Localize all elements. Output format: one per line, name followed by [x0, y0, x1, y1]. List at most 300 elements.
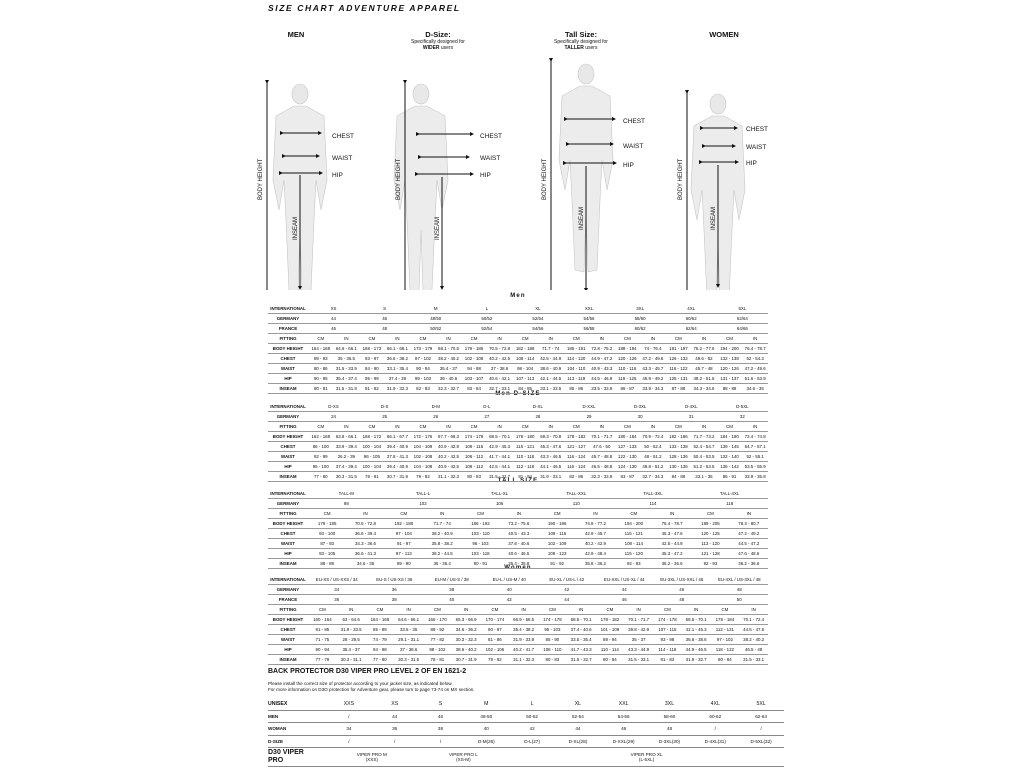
table-cell: 47.2 - 49.2 — [730, 529, 768, 539]
table-cell: 70.5 - 72.8 — [346, 519, 384, 529]
label-waist-tall: WAIST — [623, 143, 644, 150]
table-cell: 72.8 - 75.2 — [589, 344, 615, 354]
table-cell: / — [738, 723, 784, 736]
table-cell: 168 - 172 — [359, 432, 385, 442]
table-cell: 49.6 - 52 — [691, 354, 717, 364]
table-cell: 86 - 100 — [308, 442, 334, 452]
table-cell: 71.7 - 74 — [423, 519, 461, 529]
table-cell: 108 - 114 — [615, 539, 653, 549]
row-label: FITTING — [268, 334, 308, 344]
section-title-men-dsize: Men D-SIZE — [495, 391, 541, 397]
header-cell: XL — [555, 698, 601, 710]
table-cell: 36 — [308, 595, 366, 605]
table-row — [268, 314, 768, 324]
table-cell: EU-3XL / US-XXL / 46 — [653, 575, 711, 585]
table-cell: 42 — [538, 585, 596, 595]
table-cell: 30.3 - 31.1 — [337, 655, 366, 665]
table-cell: 60-62 — [692, 710, 738, 723]
table-cell: 190 - 196 — [538, 519, 576, 529]
table-cell: 182 - 188 — [512, 344, 538, 354]
table-row — [268, 723, 784, 736]
table-cell: D-M — [410, 402, 461, 412]
table-cell: 25 — [359, 412, 410, 422]
table-cell: 164 - 168 — [308, 344, 334, 354]
table-cell: 54/56 — [512, 324, 563, 334]
table-cell: CM — [410, 422, 436, 432]
table-cell: 31.5 - 32.7 — [487, 472, 513, 482]
table-cell: 46 — [596, 595, 654, 605]
table-cell: 42 — [509, 723, 555, 736]
table-cell: 47.6 - 50 — [589, 442, 615, 452]
table-cell: 60/62 — [666, 314, 717, 324]
viper-pro-range: (L-5XL) — [638, 757, 655, 762]
table-cell: 35.8 - 38.2 — [423, 539, 461, 549]
row-label: HIP — [268, 549, 308, 559]
table-cell: IN — [640, 422, 666, 432]
table-cell: IN — [487, 334, 513, 344]
row-label: HIP — [268, 374, 308, 384]
table-cell: 126 - 132 — [666, 354, 692, 364]
table-cell: 33.5 - 33.9 — [589, 384, 615, 394]
table-cell: 115 - 121 — [615, 529, 653, 539]
header-cell: 5XL — [738, 698, 784, 710]
table-cell: 110 - 116 — [615, 364, 641, 374]
table-cell: 38.6 - 40.9 — [538, 364, 564, 374]
table-cell: IN — [624, 605, 653, 615]
table-cell: IN — [334, 334, 360, 344]
table-cell: CM — [461, 334, 487, 344]
table-cell: IN — [691, 334, 717, 344]
row-label: WAIST — [268, 452, 308, 462]
row-label: BODY HEIGHT — [268, 615, 308, 625]
table-cell: 80 - 84 — [711, 655, 740, 665]
table-cell: D-S — [359, 402, 410, 412]
table-cell: 100 - 104 — [359, 462, 385, 472]
table-cell: 40.2 - 42.5 — [436, 452, 462, 462]
table-cell: 44.9 - 47.2 — [589, 354, 615, 364]
table-cell: 102 - 106 — [481, 645, 510, 655]
table-cell: IN — [730, 509, 768, 519]
table-cell: 51.6 - 53.9 — [742, 374, 768, 384]
table-cell: 93 - 97 — [359, 354, 385, 364]
table-cell: 94 - 98 — [461, 364, 487, 374]
section-title-tall: TALL SIZE — [497, 478, 539, 484]
back-protector-note-1: Please install the correct size of protector according to your jacket size, as indicated below. — [268, 681, 453, 686]
table-cell: 80 - 83 — [461, 472, 487, 482]
table-cell: 81 - 86 — [481, 635, 510, 645]
table-cell: 40 — [481, 585, 539, 595]
table-cell: 63.8 - 66.1 — [334, 432, 360, 442]
table-cell: 89 - 90 — [385, 559, 423, 569]
table-cell: 104 - 110 — [563, 364, 589, 374]
row-label: FRANCE — [268, 595, 308, 605]
label-chest-women: CHEST — [746, 126, 769, 133]
table-cell: EU-XXL / US-XL / 44 — [596, 575, 654, 585]
table-cell: 48-50 — [463, 710, 509, 723]
row-label: MEN — [268, 710, 326, 723]
table-cell: EU-L / US-M / 40 — [481, 575, 539, 585]
pro-label-line-2: PRO — [268, 757, 284, 764]
table-cell: 30.7 - 31.9 — [452, 655, 481, 665]
table-cell: 54.7 - 57.1 — [742, 442, 768, 452]
table-cell: 98 - 104 — [512, 364, 538, 374]
table-cell: 132 - 140 — [717, 452, 743, 462]
table-cell: 168 - 173 — [359, 344, 385, 354]
table-cell: 86 - 91 — [717, 472, 743, 482]
table-cell: 125 - 131 — [666, 374, 692, 384]
table-cell: EU-XL / US-L / 42 — [538, 575, 596, 585]
table-cell: 33.9 - 39.4 — [334, 442, 360, 452]
table-cell: 84 - 89 — [666, 472, 692, 482]
table-row — [268, 655, 768, 665]
table-cell: CM — [666, 422, 692, 432]
table-cell: 104 - 108 — [410, 462, 436, 472]
table-cell: 38 — [418, 723, 464, 736]
table-cell: 77 - 79 — [308, 655, 337, 665]
table-cell: 46 — [653, 585, 711, 595]
table-cell: 52/54 — [512, 314, 563, 324]
table-cell: 37.4 - 39.4 — [334, 462, 360, 472]
table-cell: 64.6 - 66.1 — [394, 615, 423, 625]
table-cell: 65.3 - 66.9 — [452, 615, 481, 625]
table-cell: 67.7 - 69.3 — [436, 432, 462, 442]
table-cell: 28 - 29.5 — [337, 635, 366, 645]
table-cell: 31.9 - 32.7 — [682, 655, 711, 665]
table-cell: 109 - 123 — [538, 549, 576, 559]
table-cell: 164 - 168 — [366, 615, 395, 625]
table-cell: 36.6 - 38.2 — [385, 354, 411, 364]
table-cell: 106 - 112 — [461, 452, 487, 462]
table-row — [268, 539, 768, 549]
figure-heading-women: WOMEN — [709, 30, 739, 39]
row-label: GERMANY — [268, 314, 308, 324]
table-cell: 112 - 118 — [512, 462, 538, 472]
table-cell: 31.5 - 33.1 — [624, 655, 653, 665]
pro-label-line-1: D30 VIPER — [268, 749, 304, 756]
row-label: FITTING — [268, 509, 308, 519]
back-protector-table — [268, 698, 784, 767]
section-title-women: Women — [504, 565, 532, 571]
row-label: BODY HEIGHT — [268, 344, 308, 354]
row-label: CHEST — [268, 442, 308, 452]
table-cell: CM — [653, 605, 682, 615]
table-cell: 116 - 124 — [563, 462, 589, 472]
table-cell: 39.4 - 40.9 — [385, 462, 411, 472]
table-cell: CM — [717, 334, 743, 344]
row-label: WAIST — [268, 539, 308, 549]
row-label: FITTING — [268, 605, 308, 615]
table-cell: 40 — [463, 723, 509, 736]
table-cell: 35.4 - 38.2 — [509, 625, 538, 635]
table-cell: 45.7 - 48 — [691, 364, 717, 374]
table-cell: 75.2 - 77.6 — [691, 344, 717, 354]
size-table-women — [268, 575, 768, 665]
header-cell: M — [463, 698, 509, 710]
table-cell: 32.3 - 33.9 — [589, 472, 615, 482]
table-cell: 173 - 179 — [410, 344, 436, 354]
table-cell: 95 - 103 — [538, 625, 567, 635]
table-cell: 70.5 - 72.8 — [487, 344, 513, 354]
table-cell: 36 — [366, 585, 424, 595]
table-cell: TALL-XL — [461, 489, 538, 499]
table-cell: CM — [423, 605, 452, 615]
table-cell: 184 - 190 — [717, 432, 743, 442]
table-cell: 31.9 - 33.5 — [337, 625, 366, 635]
size-table-men-dsize — [268, 402, 768, 482]
table-cell: 88 - 92 — [423, 625, 452, 635]
table-cell: 47.6 - 48.6 — [730, 549, 768, 559]
table-cell: 5XL — [717, 304, 768, 314]
table-cell: 122 - 130 — [615, 452, 641, 462]
table-cell: 44 — [596, 585, 654, 595]
row-label: INTERNATIONAL — [268, 402, 308, 412]
table-cell: 32.3 - 32.7 — [436, 384, 462, 394]
label-height-women: BODY HEIGHT — [678, 158, 684, 200]
table-cell: 136 - 142 — [717, 462, 743, 472]
table-row — [268, 509, 768, 519]
table-cell: 160 - 164 — [308, 615, 337, 625]
label-height-men: BODY HEIGHT — [258, 158, 264, 200]
table-cell: 76.4 - 78.7 — [742, 344, 768, 354]
table-cell: 31.5 - 33.9 — [334, 364, 360, 374]
table-cell: 93 - 105 — [308, 549, 346, 559]
table-cell: 96 - 105 — [359, 452, 385, 462]
table-cell: 37.8 - 41.3 — [385, 452, 411, 462]
table-cell: 78.3 - 80.7 — [730, 519, 768, 529]
table-cell: 71.7 - 74 — [538, 344, 564, 354]
row-label: INTERNATIONAL — [268, 575, 308, 585]
row-label: WAIST — [268, 635, 308, 645]
table-cell: 110 - 114 — [596, 645, 625, 655]
table-cell: CM — [615, 422, 641, 432]
table-cell: / — [326, 735, 372, 748]
table-cell: 194 - 200 — [615, 519, 653, 529]
table-cell: D-XL — [512, 402, 563, 412]
viper-pro-cell — [509, 748, 784, 767]
table-row — [268, 585, 768, 595]
table-cell: EU-M / US-S / 38 — [423, 575, 481, 585]
table-cell: 40.5 - 43.3 — [500, 529, 538, 539]
table-cell: 121 - 127 — [563, 442, 589, 452]
table-cell: CM — [308, 509, 346, 519]
label-inseam-men: INSEAM — [293, 216, 299, 240]
table-cell: 41.7 - 44.1 — [487, 452, 513, 462]
table-cell: 62/64 — [666, 324, 717, 334]
row-label: FRANCE — [268, 324, 308, 334]
table-cell: D-XL(28) — [555, 735, 601, 748]
table-cell: 68.5 - 70.1 — [487, 432, 513, 442]
table-cell: 42 — [481, 595, 539, 605]
table-cell: CM — [359, 334, 385, 344]
table-row — [268, 499, 768, 509]
table-cell: CM — [512, 334, 538, 344]
table-cell: 43.3 - 45.7 — [640, 364, 666, 374]
table-cell: 178 - 182 — [596, 615, 625, 625]
table-cell: 68.5 - 70.1 — [567, 615, 596, 625]
table-cell: 82 - 86 — [563, 472, 589, 482]
table-cell: 102 — [385, 499, 462, 509]
table-cell: 97 - 104 — [385, 529, 423, 539]
table-cell: 180 - 184 — [615, 432, 641, 442]
table-cell: IN — [691, 422, 717, 432]
table-cell: 76.4 - 78.7 — [653, 519, 691, 529]
table-cell: 38.2 - 40.2 — [739, 635, 768, 645]
table-cell: 107 - 113 — [512, 374, 538, 384]
viper-pro-range: (XS-M) — [456, 757, 471, 762]
table-cell: 179 - 185 — [461, 344, 487, 354]
table-row — [268, 710, 784, 723]
table-cell: CM — [461, 422, 487, 432]
table-row — [268, 374, 768, 384]
size-table-men — [268, 304, 768, 394]
table-cell: 107 - 115 — [653, 625, 682, 635]
table-cell: 118 - 122 — [711, 645, 740, 655]
table-cell: 120 - 125 — [691, 529, 729, 539]
table-cell: 71 - 75 — [308, 635, 337, 645]
table-cell: 36.2 - 36.6 — [653, 559, 691, 569]
table-row — [268, 462, 768, 472]
table-cell: 104 - 109 — [410, 442, 436, 452]
table-cell: 40.6 - 42.1 — [487, 374, 513, 384]
viper-pro-model: VIPER PRO XL — [630, 752, 663, 757]
table-cell: EU-XS / US-XXS / 34 — [308, 575, 366, 585]
table-row — [268, 344, 768, 354]
table-cell: 48/50 — [410, 314, 461, 324]
table-cell: 82 - 83 — [410, 384, 436, 394]
table-cell: 93 - 100 — [308, 529, 346, 539]
table-cell: D-XXL — [563, 402, 614, 412]
row-label: CHEST — [268, 625, 308, 635]
table-cell: 44.9 - 46.5 — [682, 645, 711, 655]
table-cell: 174 - 178 — [461, 432, 487, 442]
table-cell: 31.5 - 32.7 — [567, 655, 596, 665]
table-cell: 110 - 118 — [512, 452, 538, 462]
table-row — [268, 549, 768, 559]
table-cell: 35 - 37 — [624, 635, 653, 645]
viper-pro-cell — [326, 748, 418, 767]
table-cell: 40.9 - 43.3 — [589, 364, 615, 374]
table-cell: 53.5 - 55.9 — [742, 462, 768, 472]
table-cell: 182 - 186 — [666, 432, 692, 442]
table-cell: 47.2 - 49.6 — [640, 354, 666, 364]
table-row — [268, 412, 768, 422]
figure-heading-dsize: D-Size: Specifically designed for WIDER users — [411, 30, 465, 51]
table-cell: 88 - 89 — [717, 384, 743, 394]
table-cell: IN — [346, 509, 384, 519]
table-cell: IN — [394, 605, 423, 615]
table-cell: 58/60 — [615, 314, 666, 324]
table-cell: D-L — [461, 402, 512, 412]
viper-pro-model: VIPER PRO M — [356, 752, 387, 757]
table-cell: 44 — [372, 710, 418, 723]
table-cell: 46 — [308, 324, 359, 334]
table-cell: 77 - 82 — [423, 635, 452, 645]
row-label: INSEAM — [268, 559, 308, 569]
table-cell: 115 - 120 — [615, 549, 653, 559]
table-cell: 44 — [555, 723, 601, 736]
table-cell: 85 - 89 — [366, 625, 395, 635]
table-cell: 58-60 — [647, 710, 693, 723]
table-cell: 32.7 - 34.3 — [640, 472, 666, 482]
table-row — [268, 529, 768, 539]
table-cell: 62/64 — [717, 314, 768, 324]
table-cell: 46 — [359, 314, 410, 324]
label-chest-tall: CHEST — [623, 118, 646, 125]
table-cell: 41.7 - 43.3 — [567, 645, 596, 655]
table-cell: IN — [653, 509, 691, 519]
table-cell: 48 - 51.2 — [640, 452, 666, 462]
table-cell: 70.1 - 71.7 — [589, 432, 615, 442]
row-label: GERMANY — [268, 585, 308, 595]
table-cell: 81 - 84 — [512, 472, 538, 482]
table-row — [268, 635, 768, 645]
table-row — [268, 304, 768, 314]
table-cell: 46.5 - 48.8 — [589, 462, 615, 472]
table-cell: IN — [500, 509, 538, 519]
table-cell: 90 - 95 — [308, 374, 334, 384]
figure-dsize — [394, 82, 472, 290]
table-cell: 139 - 145 — [717, 442, 743, 452]
table-cell: IN — [436, 422, 462, 432]
table-cell: 46 — [601, 723, 647, 736]
table-cell: 64.6 - 66.1 — [334, 344, 360, 354]
table-cell: CM — [308, 334, 334, 344]
table-cell: D-5XL(32) — [738, 735, 784, 748]
table-cell: 31.5 - 33.1 — [739, 655, 768, 665]
table-cell: 120 - 126 — [615, 354, 641, 364]
table-cell: S — [359, 304, 410, 314]
table-cell: 80 - 83 — [538, 655, 567, 665]
table-cell: 44.1 - 46.5 — [538, 462, 564, 472]
table-cell: 109 - 116 — [538, 529, 576, 539]
table-cell: CM — [596, 605, 625, 615]
table-cell: 113 - 120 — [691, 539, 729, 549]
table-cell: 176 - 180 — [512, 432, 538, 442]
table-cell: 50/52 — [410, 324, 461, 334]
table-cell: 86 - 87 — [615, 384, 641, 394]
table-row — [268, 334, 768, 344]
table-cell: 66.1 - 68.1 — [385, 344, 411, 354]
table-cell: 36.6 - 38.6 — [682, 635, 711, 645]
table-cell: 52/54 — [461, 324, 512, 334]
table-cell: 43.3 - 46.5 — [538, 452, 564, 462]
table-cell: 54-56 — [601, 710, 647, 723]
table-cell: CM — [666, 334, 692, 344]
table-cell: / — [372, 735, 418, 748]
label-height-dsize: BODY HEIGHT — [396, 158, 402, 200]
table-cell: 40 — [423, 595, 481, 605]
table-cell: 81 - 83 — [653, 655, 682, 665]
table-cell: CM — [308, 422, 334, 432]
table-cell: D-3XL(30) — [647, 735, 693, 748]
table-cell: 48 — [647, 723, 693, 736]
table-cell: 185 - 191 — [563, 344, 589, 354]
table-cell: 116 - 124 — [563, 452, 589, 462]
table-row — [268, 615, 768, 625]
table-row — [268, 384, 768, 394]
table-cell: 33.1 - 33.5 — [538, 384, 564, 394]
back-protector-title: BACK PROTECTOR D30 VIPER PRO LEVEL 2 OF EN 1621-2 — [268, 668, 467, 675]
table-cell: IN — [423, 509, 461, 519]
table-cell: 93 - 98 — [653, 635, 682, 645]
table-cell: 44.5 - 47.2 — [730, 539, 768, 549]
table-row — [268, 324, 768, 334]
table-cell: 94 - 98 — [366, 645, 395, 655]
table-cell: IN — [640, 334, 666, 344]
table-cell: IN — [742, 334, 768, 344]
label-inseam-dsize: INSEAM — [435, 216, 441, 240]
table-cell: IN — [567, 605, 596, 615]
